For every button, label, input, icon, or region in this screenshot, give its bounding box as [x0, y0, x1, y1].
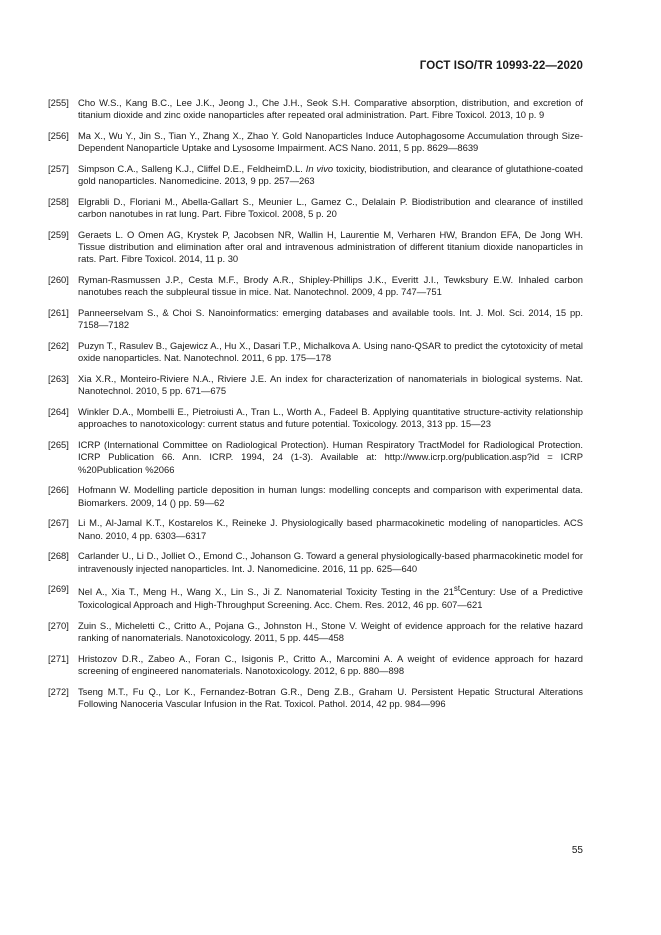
- reference-item: [48, 163, 583, 187]
- reference-item: [48, 196, 583, 220]
- reference-text: Ma X., Wu Y., Jin S., Tian Y., Zhang X., Zhao Y. Gold Nanoparticles Induce Autophagosome Accumulation through Size-Dependent Nanoparticle Uptake and Lysosome Impairment. ACS Nano. 2011, 5 pp. 8629—8639: [78, 130, 583, 154]
- reference-item: [48, 229, 583, 266]
- reference-number: [258]: [48, 196, 69, 207]
- reference-text-part: toxicity, biodistribution, and clearance of glutathione-coated gold nanoparticles. Nanomedicine. 2013, 9 pp. 257—263: [78, 163, 583, 187]
- document-header: ГОСТ ISO/TR 10993-22—2020: [419, 60, 583, 72]
- reference-item: [48, 484, 583, 508]
- reference-number: [260]: [48, 274, 69, 286]
- reference-item: [48, 653, 583, 677]
- reference-item: [48, 583, 583, 611]
- reference-text: Puzyn T., Rasulev B., Gajewicz A., Hu X., Dasari T.P., Michalkova A. Using nano-QSAR to predict the cytotoxicity of metal oxide nanoparticles. Nat. Nanotechnol. 2011, 6 pp. 175—178: [78, 340, 583, 364]
- reference-number: [267]: [48, 517, 69, 529]
- reference-item: [48, 406, 583, 430]
- reference-number: [256]: [48, 130, 69, 141]
- reference-number: [262]: [48, 340, 69, 352]
- reference-text-italic: In vivo: [305, 163, 334, 174]
- reference-number: [255]: [48, 97, 69, 108]
- reference-item: [48, 620, 583, 644]
- reference-text: Tseng M.T., Fu Q., Lor K., Fernandez-Botran G.R., Deng Z.B., Graham U. Persistent Hepatic Structural Alterations Following Nanoceria Vascular Infusion in the Rat. Toxicol. Pathol. 2014, 42 pp. 984—996: [78, 685, 583, 709]
- reference-text: Ryman-Rasmussen J.P., Cesta M.F., Brody A.R., Shipley-Phillips J.K., Everitt J.I., Tewksbury E.W. Inhaled carbon nanotubes reach the subpleural tissue in mice. Nat. Nanotechnol. 2009, 4 pp. 747—751: [78, 274, 583, 298]
- reference-text: Carlander U., Li D., Jolliet O., Emond C., Johanson G. Toward a general physiologically-based pharmacokinetic model for intravenously injected nanoparticles. Int. J. Nanomedicine. 2016, 11 pp. 625—640: [78, 550, 583, 574]
- reference-text: Zuin S., Micheletti C., Critto A., Pojana G., Johnston H., Stone V. Weight of evidence approach for the relative hazard ranking of nanomaterials. Nanotoxicology. 2011, 5 pp. 445—458: [78, 619, 583, 643]
- reference-number: [272]: [48, 685, 69, 697]
- reference-number: [264]: [48, 406, 69, 418]
- reference-text: Cho W.S., Kang B.C., Lee J.K., Jeong J., Che J.H., Seok S.H. Comparative absorption, distribution, and excretion of titanium dioxide and zinc oxide nanoparticles after repeated oral administration. Part. Fibre Toxicol. 2013, 10 p. 9: [78, 97, 583, 121]
- reference-text: Elgrabli D., Floriani M., Abella-Gallart S., Meunier L., Gamez C., Delalain P. Biodistribution and clearance of instilled carbon nanotubes in rat lung. Part. Fibre Toxicol. 2008, 5 p. 20: [78, 196, 583, 220]
- reference-item: [48, 274, 583, 298]
- reference-number: [271]: [48, 652, 69, 664]
- reference-text: [78, 583, 583, 611]
- reference-number: [263]: [48, 373, 69, 385]
- reference-text: Geraets L. O Omen AG, Krystek P, Jacobsen NR, Wallin H, Laurentie M, Verharen HW, Brandon EFA, De Jong WH. Tissue distribution and elimination after oral and intravenous administration of different titanium dioxide nanoparticles in rats. Part. Fibre Toxicol. 2014, 11 p. 30: [78, 229, 583, 265]
- page-number: 55: [571, 845, 583, 856]
- reference-number: [261]: [48, 307, 69, 319]
- reference-number: [269]: [48, 583, 69, 595]
- reference-item: [48, 439, 583, 476]
- reference-text: Winkler D.A., Mombelli E., Pietroiusti A., Tran L., Worth A., Fadeel B. Applying quantitative structure-activity relationship approaches to nanotoxicology: current status and future potential. Toxicology. 2013, 313 pp. 15—23: [78, 406, 583, 430]
- reference-number: [257]: [48, 163, 69, 174]
- reference-text: Hristozov D.R., Zabeo A., Foran C., Isigonis P., Critto A., Marcomini A. A weight of evidence approach for hazard screening of engineered nanomaterials. Nanotoxicology. 2012, 6 pp. 880—898: [78, 652, 583, 676]
- reference-text: Panneerselvam S., & Choi S. Nanoinformatics: emerging databases and available tools. Int. J. Mol. Sci. 2014, 15 pp. 7158—7182: [78, 307, 583, 331]
- reference-number: [259]: [48, 229, 69, 240]
- reference-number: [265]: [48, 439, 69, 451]
- reference-item: [48, 550, 583, 574]
- reference-item: [48, 686, 583, 710]
- reference-number: [266]: [48, 484, 69, 496]
- reference-text: Hofmann W. Modelling particle deposition in human lungs: modelling concepts and comparison with experimental data. Biomarkers. 2009, 14 () pp. 59—62: [78, 484, 583, 508]
- reference-text: [78, 163, 583, 187]
- reference-text: Xia X.R., Monteiro-Riviere N.A., Riviere J.E. An index for characterization of nanomaterials in biological systems. Nat. Nanotechnol. 2010, 5 pp. 671—675: [78, 373, 583, 397]
- reference-text: ICRP (International Committee on Radiological Protection). Human Respiratory TractModel for Radiological Protection. ICRP Publication 66. Ann. ICRP. 1994, 24 (1-3). Available at: http://www.icrp.org/publication.asp?id = ICRP %20Publication %2066: [78, 439, 583, 475]
- reference-item: [48, 130, 583, 154]
- reference-text-superscript: st: [453, 584, 461, 594]
- reference-text: Li M., Al-Jamal K.T., Kostarelos K., Reineke J. Physiologically based pharmacokinetic modeling of nanoparticles. ACS Nano. 2010, 4 pp. 6303—6317: [78, 517, 583, 541]
- reference-number: [268]: [48, 550, 69, 562]
- reference-item: [48, 97, 583, 121]
- reference-item: [48, 307, 583, 331]
- reference-item: [48, 373, 583, 397]
- reference-list: [48, 97, 583, 719]
- reference-text-part: Century: Use of a Predictive Toxicological Approach and High-Throughput Screening. Acc. Chem. Res. 2012, 46 pp. 607—621: [78, 586, 583, 610]
- reference-item: [48, 517, 583, 541]
- reference-text-part: Nel A., Xia T., Meng H., Wang X., Lin S., Ji Z. Nanomaterial Toxicity Testing in the 21: [78, 586, 454, 598]
- reference-number: [270]: [48, 619, 69, 631]
- reference-item: [48, 340, 583, 364]
- reference-text-part: Simpson C.A., Salleng K.J., Cliffel D.E., FeldheimD.L.: [78, 163, 306, 174]
